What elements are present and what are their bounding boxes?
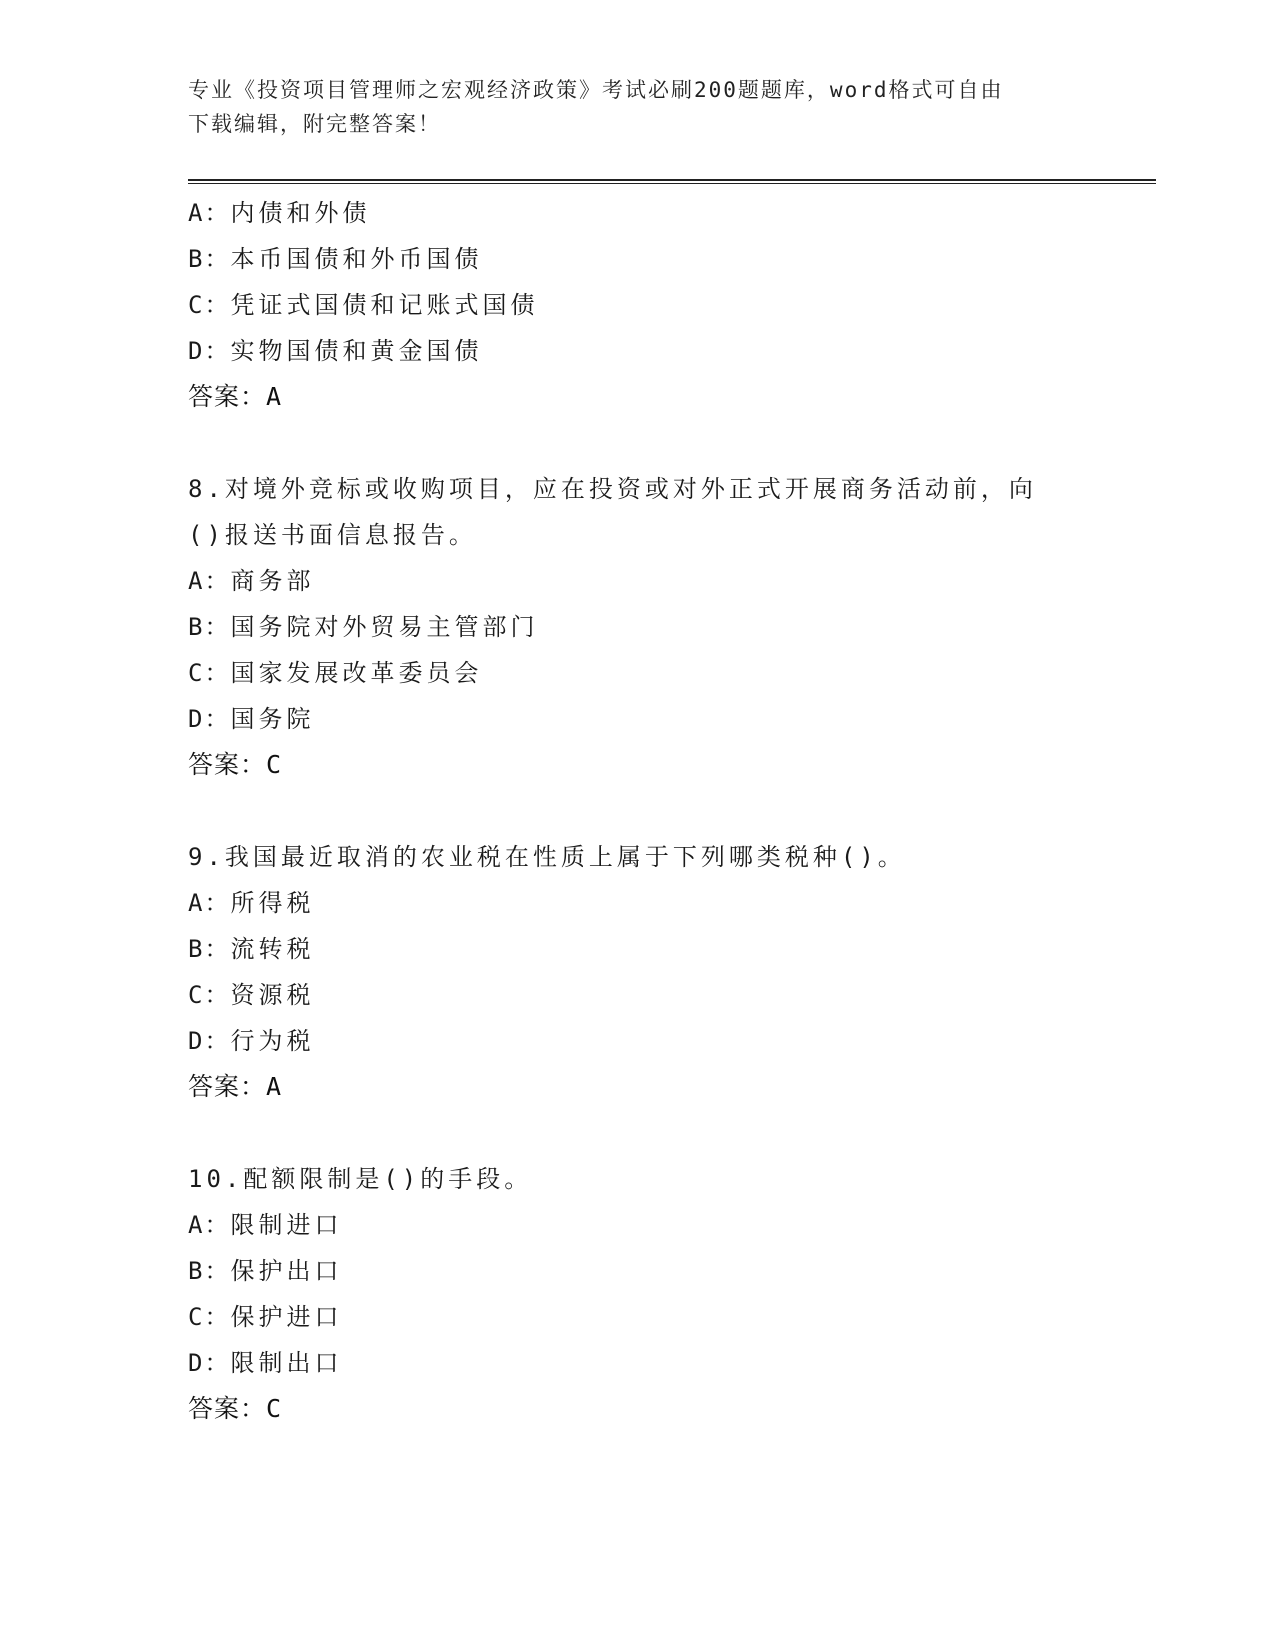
answer-line: 答案：A — [188, 382, 282, 411]
option-b: B：流转税 — [188, 935, 315, 963]
question-7 — [188, 190, 1118, 420]
header-line-1: 专业《投资项目管理师之宏观经济政策》考试必刷200题题库，word格式可自由 — [188, 78, 1004, 102]
spacer — [188, 1110, 1118, 1156]
option-c: C：国家发展改革委员会 — [188, 659, 483, 687]
option-d: D：国务院 — [188, 705, 315, 733]
option-b: B：国务院对外贸易主管部门 — [188, 613, 539, 641]
question-9 — [188, 834, 1118, 1110]
question-stem: 10.配额限制是()的手段。 — [188, 1165, 533, 1193]
answer-line: 答案：A — [188, 1072, 282, 1101]
option-b: B：保护出口 — [188, 1257, 343, 1285]
option-c: C：保护进口 — [188, 1303, 343, 1331]
header-line-2: 下载编辑，附完整答案！ — [188, 112, 441, 136]
spacer — [188, 788, 1118, 834]
option-a: A：限制进口 — [188, 1211, 343, 1239]
answer-line: 答案：C — [188, 750, 282, 779]
question-8 — [188, 466, 1118, 788]
option-b: B：本币国债和外币国债 — [188, 245, 483, 273]
option-a: A：内债和外债 — [188, 199, 371, 227]
header-divider — [188, 179, 1156, 184]
document-header — [188, 73, 1088, 141]
question-stem: 8.对境外竞标或收购项目，应在投资或对外正式开展商务活动前，向 — [188, 475, 1037, 503]
question-stem-continued: ()报送书面信息报告。 — [188, 521, 477, 549]
answer-line: 答案：C — [188, 1394, 282, 1423]
option-a: A：所得税 — [188, 889, 315, 917]
option-d: D：实物国债和黄金国债 — [188, 337, 483, 365]
option-d: D：限制出口 — [188, 1349, 343, 1377]
question-stem: 9.我国最近取消的农业税在性质上属于下列哪类税种()。 — [188, 843, 906, 871]
question-10 — [188, 1156, 1118, 1432]
spacer — [188, 420, 1118, 466]
option-d: D：行为税 — [188, 1027, 315, 1055]
question-list — [188, 190, 1118, 1432]
option-c: C：凭证式国债和记账式国债 — [188, 291, 539, 319]
option-c: C：资源税 — [188, 981, 315, 1009]
option-a: A：商务部 — [188, 567, 315, 595]
